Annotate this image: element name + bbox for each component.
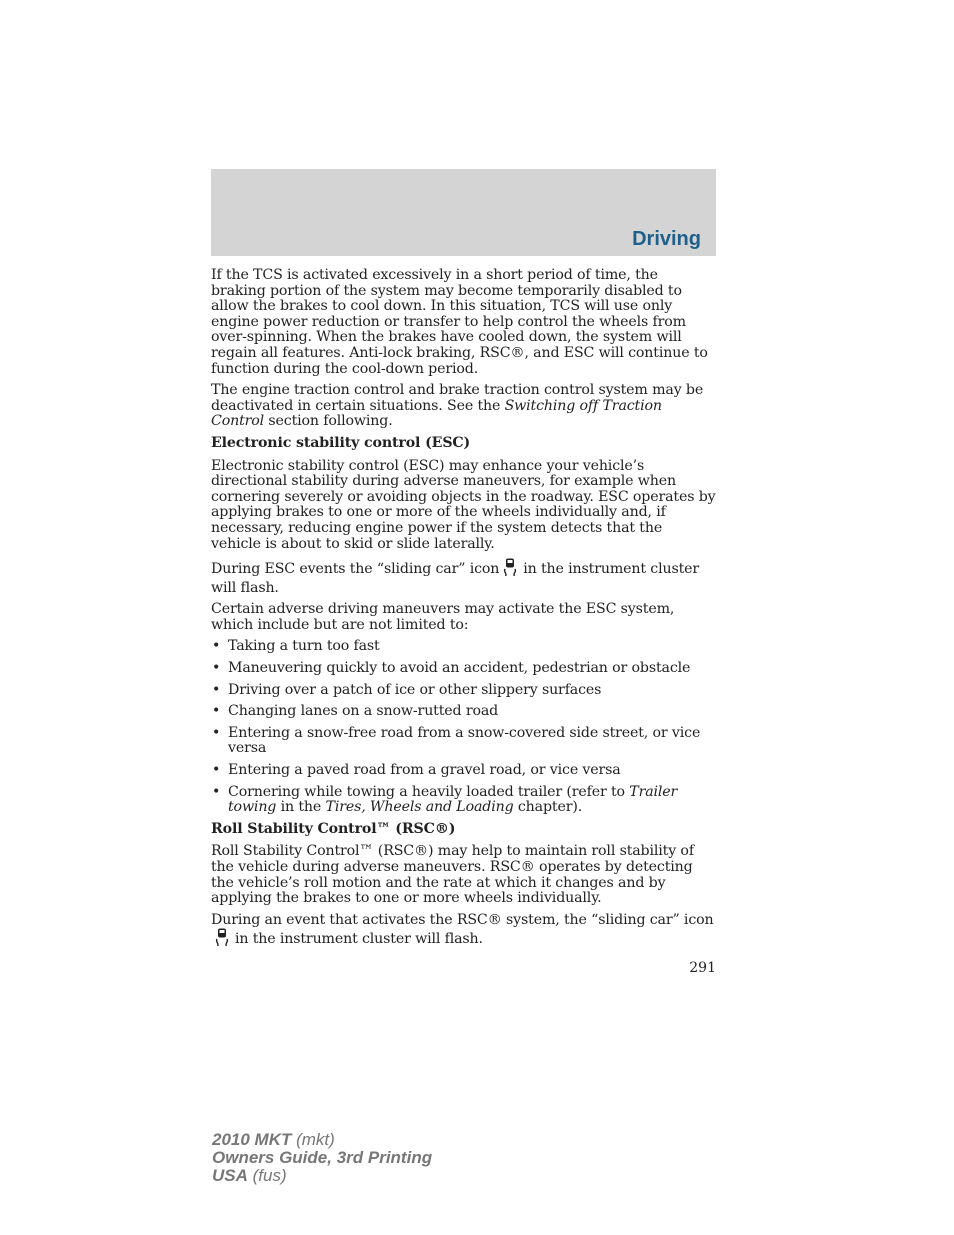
footer-market-code: (fus) (247, 1166, 287, 1185)
deactivate-paragraph (211, 383, 716, 430)
footer-line-model (212, 1131, 432, 1149)
deactivate-text: The engine traction control and brake traction control system may be deactivated in certain situations. See the (211, 382, 704, 414)
rsc-icon-text-end: in the instrument cluster will flash. (235, 931, 483, 948)
esc-paragraph: Electronic stability control (ESC) may enhance your vehicle’s directional stability during adverse maneuvers, for example when cornering severely or avoiding objects in the roadway. ESC operates by applying brakes to one or more of the wheels individually and, if necessary, reducing engine power if the system detects that the vehicle is about to skid or slide laterally. (211, 457, 716, 552)
chapter-header-band (211, 169, 716, 256)
rsc-paragraph: Roll Stability Control™ (RSC®) may help to maintain roll stability of the vehicle during adverse maneuvers. RSC® operates by detecting the vehicle’s roll motion and the rate at which it changes and by applying the brakes to one or more wheels individually. (211, 843, 694, 907)
list-item: • Entering a snow-free road from a snow-covered side street, or vice versa (211, 726, 716, 757)
list-item: • Changing lanes on a snow-rutted road (211, 704, 716, 720)
page-number: 291 (689, 960, 716, 976)
footer-market: USA (212, 1166, 248, 1185)
rsc-heading: Roll Stability Control™ (RSC®) (211, 820, 456, 837)
esc-icon-paragraph (211, 558, 716, 596)
footer-model-code: (mkt) (291, 1130, 335, 1149)
esc-icon-text-end: in the instrument cluster will flash. (211, 561, 700, 596)
sliding-car-icon (215, 928, 229, 951)
rsc-icon-text: During an event that activates the RSC® system, the “sliding car” icon (211, 911, 714, 928)
list-item: • Taking a turn too fast (211, 639, 716, 655)
list-item-text: Cornering while towing a heavily loaded trailer (refer to (228, 783, 630, 800)
maneuvers-list (211, 639, 716, 815)
list-item: • Maneuvering quickly to avoid an accident, pedestrian or obstacle (211, 661, 716, 677)
footer-line-printing: Owners Guide, 3rd Printing (212, 1148, 433, 1167)
esc-icon-text: During ESC events the “sliding car” icon (211, 561, 500, 578)
esc-heading: Electronic stability control (ESC) (211, 434, 471, 451)
list-item: • Driving over a patch of ice or other slippery surfaces (211, 683, 716, 699)
list-item-text: chapter). (513, 799, 583, 816)
maneuvers-intro: Certain adverse driving maneuvers may activate the ESC system, which include but are not limited to: (211, 601, 675, 633)
footer-model: 2010 MKT (212, 1130, 292, 1149)
cross-reference-tires-chapter: Tires, Wheels and Loading (325, 799, 514, 816)
cross-reference-trailer-towing: Trailer towing (228, 783, 678, 816)
rsc-icon-paragraph (211, 913, 716, 951)
list-item: • Entering a paved road from a gravel road, or vice versa (211, 763, 716, 779)
chapter-title: Driving (632, 228, 701, 250)
sliding-car-icon (503, 558, 517, 581)
list-item-text: in the (276, 799, 326, 816)
deactivate-text-end: section following. (264, 413, 393, 430)
document-footer (212, 1131, 432, 1185)
footer-line-market (212, 1167, 432, 1185)
tcs-paragraph: If the TCS is activated excessively in a short period of time, the braking portion of the system may become temporarily disabled to allow the brakes to cool down. In this situation, TCS will use only engine power reduction or transfer to help control the wheels from over-spinning. When the brakes have cooled down, the system will regain all features. Anti-lock braking, RSC®, and ESC will continue to function during the cool-down period. (211, 267, 708, 377)
cross-reference-traction-control: Switching off Traction Control (211, 397, 662, 430)
list-item (211, 785, 716, 816)
page-body (211, 268, 716, 957)
